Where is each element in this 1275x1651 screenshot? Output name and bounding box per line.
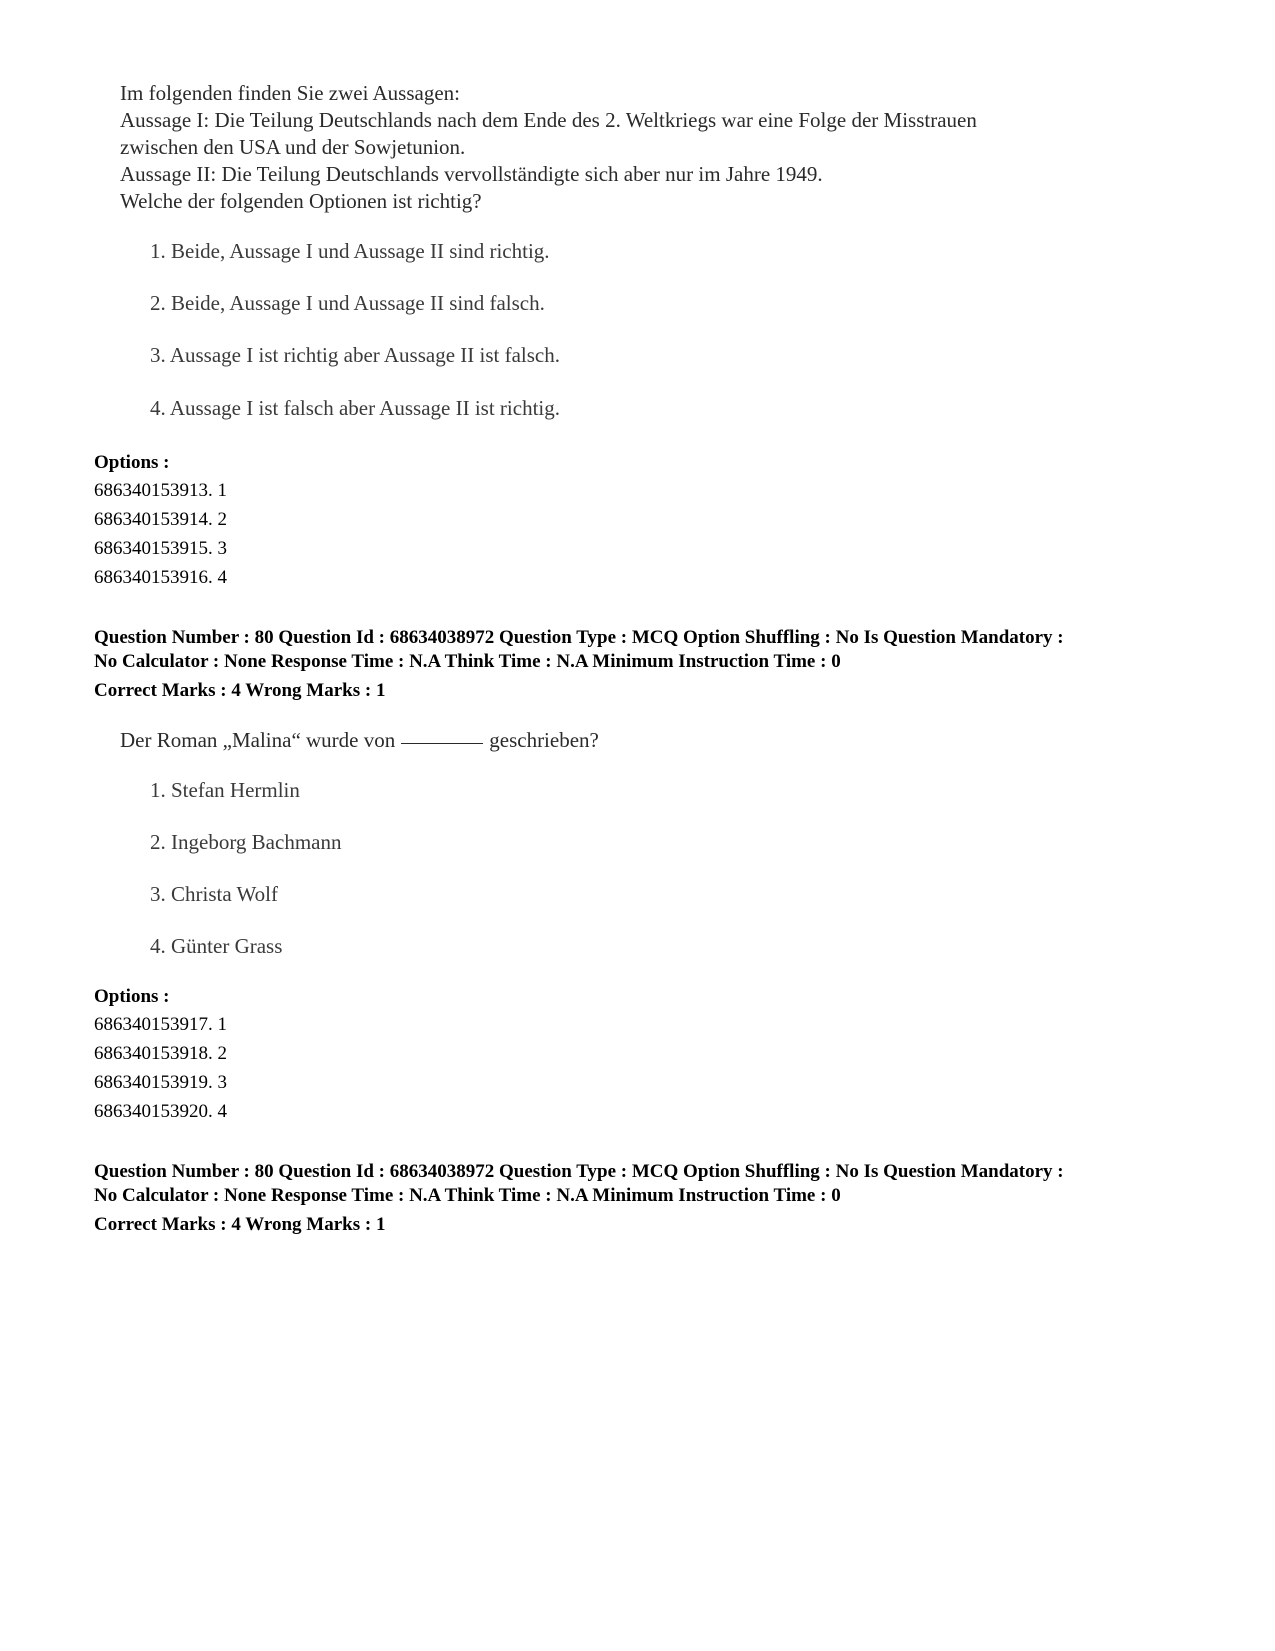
question-1-stem	[120, 80, 1180, 215]
question-1-options-list	[94, 476, 227, 592]
options-heading: Options :	[94, 986, 170, 1007]
question-meta-1	[94, 626, 1244, 703]
question-meta-2	[94, 1160, 1244, 1237]
question-2-choice: 2. Ingeborg Bachmann	[150, 830, 342, 854]
option-item: 686340153917. 1	[94, 1014, 227, 1035]
question-1-choice: 4. Aussage I ist falsch aber Aussage II ist richtig.	[150, 396, 560, 420]
question-2-choice: 3. Christa Wolf	[150, 882, 278, 906]
question-1-stem-line: Aussage II: Die Teilung Deutschlands vervollständigte sich aber nur im Jahre 1949.	[120, 162, 823, 186]
option-item: 686340153913. 1	[94, 480, 227, 501]
question-2-choice: 1. Stefan Hermlin	[150, 778, 300, 802]
option-item: 686340153919. 3	[94, 1072, 227, 1093]
question-meta-line: Question Number : 80 Question Id : 68634038972 Question Type : MCQ Option Shuffling : No Is Question Mandatory :	[94, 1161, 1064, 1182]
question-1-choice: 3. Aussage I ist richtig aber Aussage II ist falsch.	[150, 343, 560, 367]
question-meta-line: No Calculator : None Response Time : N.A Think Time : N.A Minimum Instruction Time : 0	[94, 1185, 841, 1206]
question-1-choice: 1. Beide, Aussage I und Aussage II sind richtig.	[150, 239, 550, 263]
question-2-options-list	[94, 1010, 227, 1126]
question-1-stem-line: Aussage I: Die Teilung Deutschlands nach dem Ende des 2. Weltkriegs war eine Folge der Misstrauen	[120, 108, 977, 132]
marks-line: Correct Marks : 4 Wrong Marks : 1	[94, 1214, 386, 1235]
fill-in-blank	[401, 743, 483, 744]
options-heading: Options :	[94, 452, 170, 473]
question-meta-line: No Calculator : None Response Time : N.A Think Time : N.A Minimum Instruction Time : 0	[94, 651, 841, 672]
question-2-stem-line	[120, 727, 1180, 754]
option-item: 686340153920. 4	[94, 1101, 227, 1122]
option-item: 686340153918. 2	[94, 1043, 227, 1064]
question-1-stem-line: zwischen den USA und der Sowjetunion.	[120, 135, 466, 159]
question-1-stem-line: Welche der folgenden Optionen ist richtig?	[120, 189, 482, 213]
question-2-stem-after: geschrieben?	[489, 728, 599, 752]
question-2-stem	[120, 727, 1180, 754]
option-item: 686340153915. 3	[94, 538, 227, 559]
question-1-choice: 2. Beide, Aussage I und Aussage II sind falsch.	[150, 291, 545, 315]
question-1-stem-line: Im folgenden finden Sie zwei Aussagen:	[120, 81, 460, 105]
option-item: 686340153916. 4	[94, 567, 227, 588]
marks-line: Correct Marks : 4 Wrong Marks : 1	[94, 680, 386, 701]
question-meta-line: Question Number : 80 Question Id : 68634038972 Question Type : MCQ Option Shuffling : No Is Question Mandatory :	[94, 627, 1064, 648]
option-item: 686340153914. 2	[94, 509, 227, 530]
question-2-stem-before: Der Roman „Malina“ wurde von	[120, 728, 396, 752]
question-2-choice: 4. Günter Grass	[150, 934, 283, 958]
